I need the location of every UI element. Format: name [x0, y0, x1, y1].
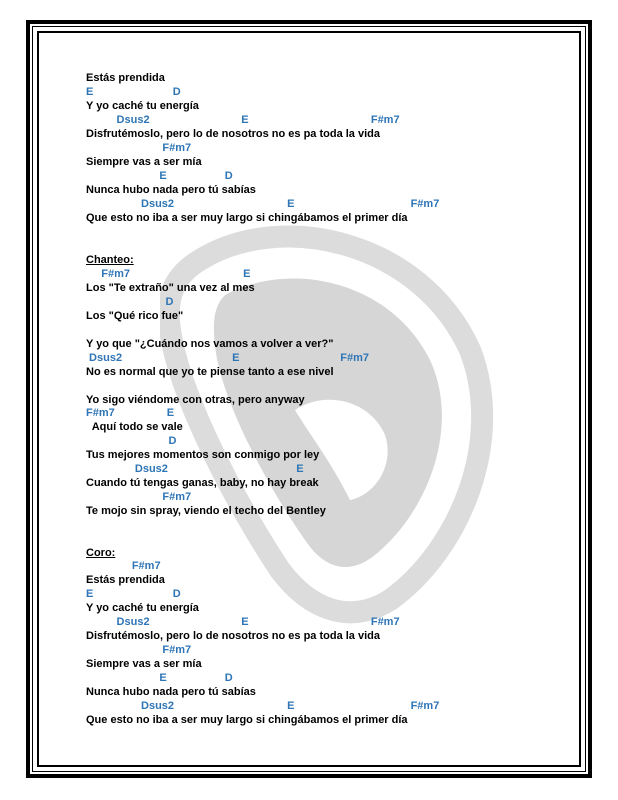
chord-line: Dsus2 E F#m7 [86, 352, 370, 364]
lyric-line: Y yo caché tu energía [86, 100, 199, 112]
chord-line: E D [86, 672, 233, 684]
lyric-line: Los "Te extraño" una vez al mes [86, 282, 255, 294]
lyric-line: Disfrutémoslo, pero lo de nosotros no es pa toda la vida [86, 630, 380, 642]
chord-line: F#m7 [86, 644, 192, 656]
chord-line: F#m7 E [86, 268, 251, 280]
chord-line: D [86, 435, 177, 447]
lyric-line: Estás prendida [86, 72, 165, 84]
lyric-line: Nunca hubo nada pero tú sabías [86, 686, 256, 698]
lyric-line: Te mojo sin spray, viendo el techo del Bentley [86, 505, 326, 517]
section-heading: Chanteo: [86, 254, 134, 266]
lyric-line: Cuando tú tengas ganas, baby, no hay break [86, 477, 319, 489]
lyric-line: Que esto no iba a ser muy largo si chingábamos el primer día [86, 212, 408, 224]
lyric-line: Nunca hubo nada pero tú sabías [86, 184, 256, 196]
section-heading: Coro: [86, 547, 116, 559]
lyric-line: Siempre vas a ser mía [86, 658, 202, 670]
chord-line: Dsus2 E [86, 463, 304, 475]
chord-line: F#m7 [86, 560, 161, 572]
lyric-line: Aquí todo se vale [86, 421, 183, 433]
lyric-line: Siempre vas a ser mía [86, 156, 202, 168]
lyric-line: Que esto no iba a ser muy largo si chingábamos el primer día [86, 714, 408, 726]
chord-line: Dsus2 E F#m7 [86, 114, 400, 126]
chord-line: Dsus2 E F#m7 [86, 700, 440, 712]
chord-line: Dsus2 E F#m7 [86, 198, 440, 210]
chord-line: F#m7 [86, 142, 192, 154]
lyric-line: Estás prendida [86, 574, 165, 586]
lyric-line: Y yo caché tu energía [86, 602, 199, 614]
guitar-pick-logo-icon [160, 200, 500, 630]
lyric-line: Tus mejores momentos son conmigo por ley [86, 449, 320, 461]
chord-line: F#m7 E [86, 407, 175, 419]
chord-line: Dsus2 E F#m7 [86, 616, 400, 628]
chord-line: E D [86, 170, 233, 182]
chord-line: D [86, 296, 174, 308]
lyric-line: Y yo que "¿Cuándo nos vamos a volver a ver?" [86, 338, 334, 350]
chord-line: F#m7 [86, 491, 192, 503]
lyric-line: Yo sigo viéndome con otras, pero anyway [86, 394, 305, 406]
lyric-line: Los "Qué rico fue" [86, 310, 184, 322]
chord-line: E D [86, 86, 181, 98]
lyric-line: Disfrutémoslo, pero lo de nosotros no es pa toda la vida [86, 128, 380, 140]
lyric-line: No es normal que yo te piense tanto a ese nivel [86, 366, 334, 378]
chord-line: E D [86, 588, 181, 600]
